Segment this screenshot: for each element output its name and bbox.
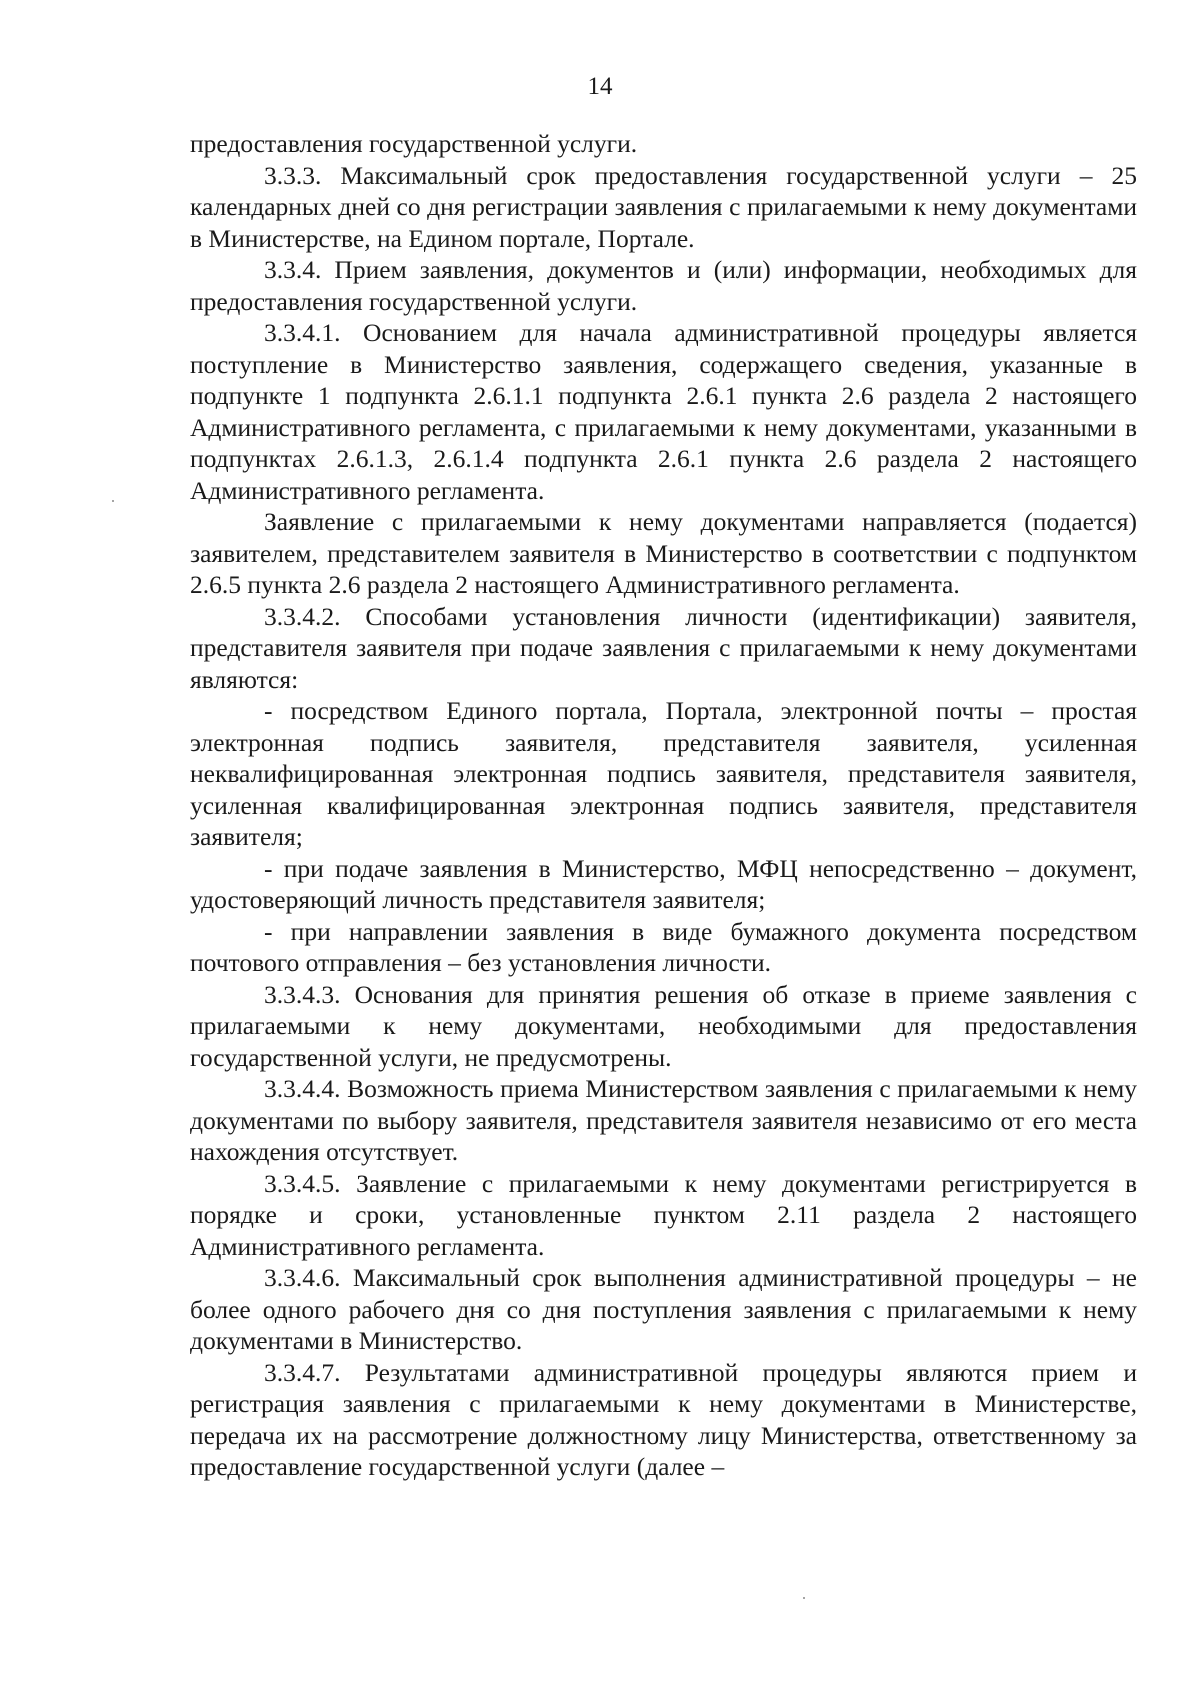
paragraph-3-3-3: 3.3.3. Максимальный срок предоставления государственной услуги – 25 календарных дней со дня регистрации заявления с прилагаемыми к нему документами в Министерстве, на Едином портале, Портале. — [190, 160, 1137, 253]
list-item-postal: - при направлении заявления в виде бумажного документа посредством почтового отправления – без установления личности. — [190, 916, 1137, 977]
paragraph-3-3-4-1: 3.3.4.1. Основанием для начала административной процедуры является поступление в Министерство заявления, содержащего сведения, указанные в подпункте 1 подпункта 2.6.1.1 подпункта 2.6.1 пункта 2.6 раздела 2 настоящего Административного регламента, с прилагаемыми к нему документами, указанными в подпунктах 2.6.1.3, 2.6.1.4 подпункта 2.6.1 пункта 2.6 раздела 2 настоящего Административного регламента. — [190, 318, 1137, 505]
document-body — [190, 128, 1137, 1483]
paragraph-continuation: предоставления государственной услуги. — [190, 129, 638, 158]
paragraph-3-3-4: 3.3.4. Прием заявления, документов и (или) информации, необходимых для предоставления государственной услуги. — [190, 255, 1137, 316]
scan-speck — [803, 1597, 805, 1599]
paragraph-3-3-4-5: 3.3.4.5. Заявление с прилагаемыми к нему документами регистрируется в порядке и сроки, установленные пунктом 2.11 раздела 2 настоящего Административного регламента. — [190, 1168, 1137, 1261]
list-item-in-person: - при подаче заявления в Министерство, МФЦ непосредственно – документ, удостоверяющий личность представителя заявителя; — [190, 853, 1137, 914]
paragraph-3-3-4-7: 3.3.4.7. Результатами административной процедуры являются прием и регистрация заявления с прилагаемыми к нему документами в Министерстве, передача их на рассмотрение должностному лицу Министерства, ответственному за предоставление государственной услуги (далее – — [190, 1357, 1137, 1481]
paragraph-3-3-4-3: 3.3.4.3. Основания для принятия решения об отказе в приеме заявления с прилагаемыми к нему документами, необходимыми для предоставления государственной услуги, не предусмотрены. — [190, 979, 1137, 1072]
list-item-electronic-signature: - посредством Единого портала, Портала, электронной почты – простая электронная подпись заявителя, представителя заявителя, усиленная неквалифицированная электронная подпись заявителя, представителя заявителя, усиленная квалифицированная электронная подпись заявителя, представителя заявителя; — [190, 696, 1137, 851]
scan-speck — [112, 500, 114, 502]
paragraph-3-3-4-2: 3.3.4.2. Способами установления личности (идентификации) заявителя, представителя заявителя при подаче заявления с прилагаемыми к нему документами являются: — [190, 601, 1137, 694]
paragraph-application-submission: Заявление с прилагаемыми к нему документами направляется (подается) заявителем, представителем заявителя в Министерство в соответствии с подпунктом 2.6.5 пункта 2.6 раздела 2 настоящего Административного регламента. — [190, 507, 1137, 599]
page-number: 14 — [587, 73, 613, 100]
paragraph-3-3-4-4: 3.3.4.4. Возможность приема Министерством заявления с прилагаемыми к нему документами по выбору заявителя, представителя заявителя независимо от его места нахождения отсутствует. — [190, 1074, 1137, 1166]
paragraph-3-3-4-6: 3.3.4.6. Максимальный срок выполнения административной процедуры – не более одного рабочего дня со дня поступления заявления с прилагаемыми к нему документами в Министерство. — [190, 1263, 1137, 1355]
